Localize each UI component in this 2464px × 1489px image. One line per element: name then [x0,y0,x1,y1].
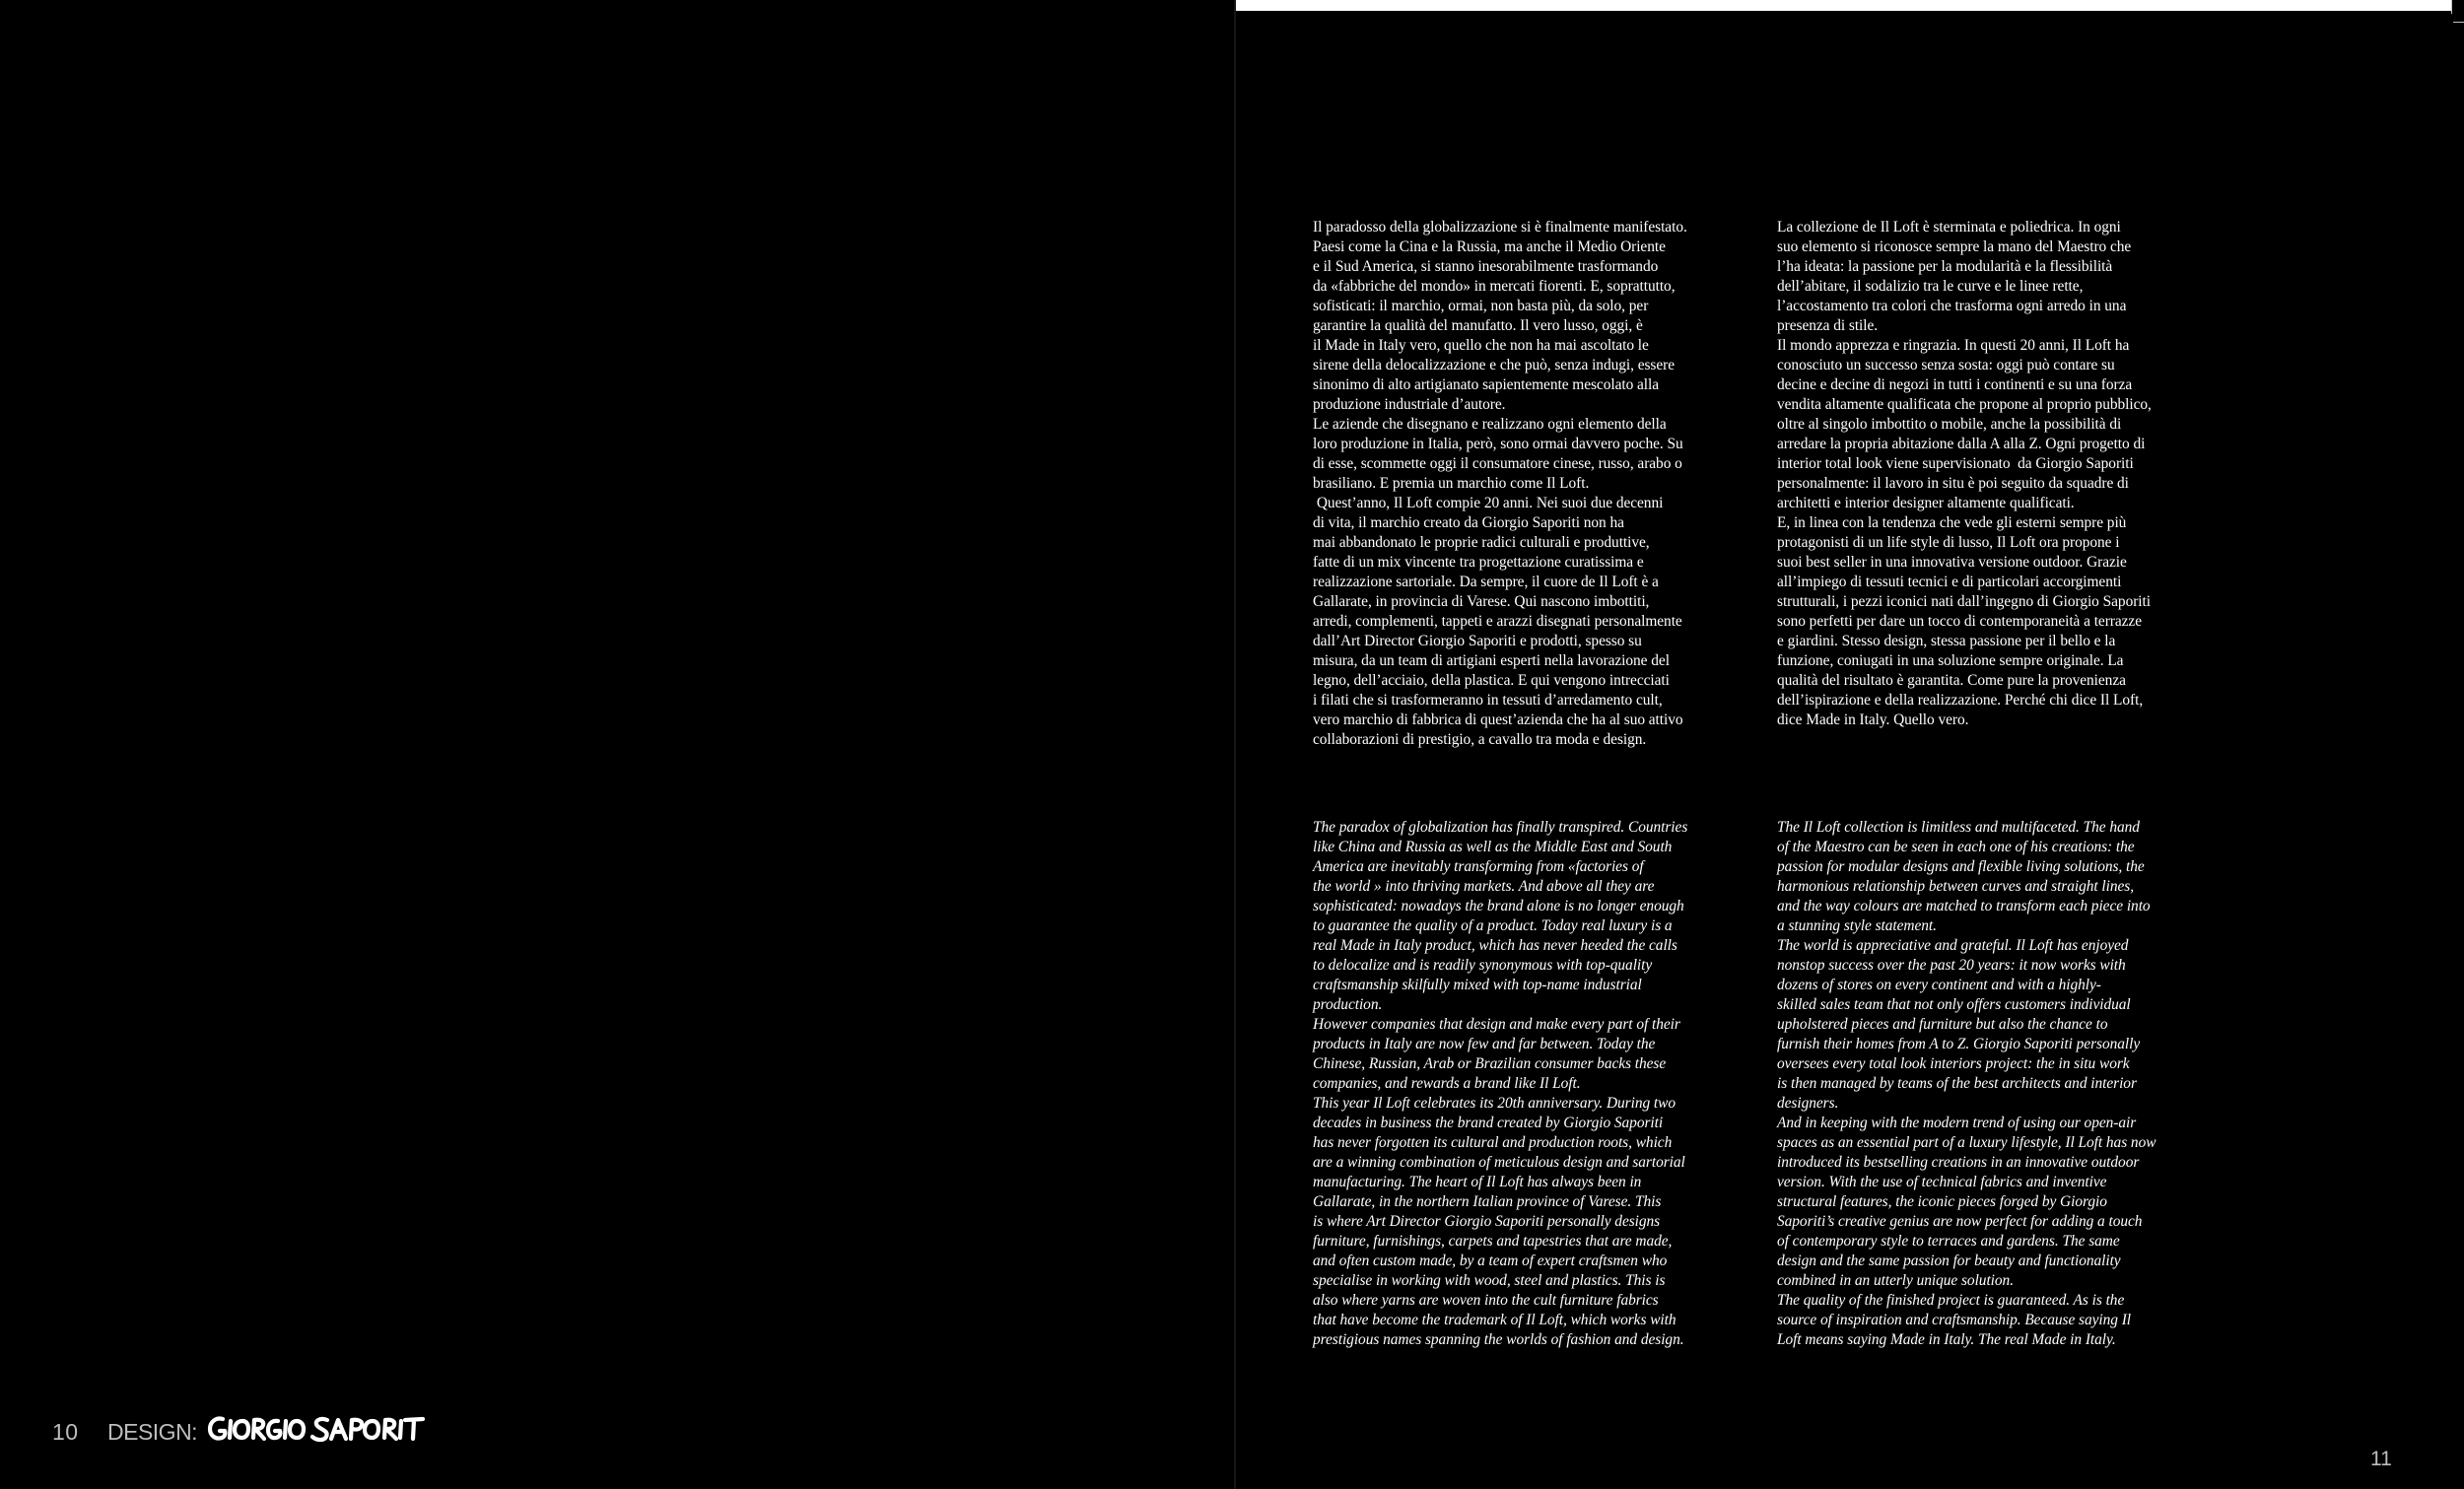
english-text-column-1: The paradox of globalization has finally transpired. Countries like China and Russia as well as the Middle East and South America are inevitably transforming from «factories of the world » into thriving markets. And above all they are sophisticated: nowadays the brand alone is no longer enough to guarantee the quality of a product. Today real luxury is a real Made in Italy product, which has never heeded the calls to delocalize and is readily synonymous with top-quality craftsmanship skilfully mixed with top-name industrial production. However companies that design and make every part of their products in Italy are now few and far between. Today the Chinese, Russian, Arab or Brazilian consumer backs these companies, and rewards a brand like Il Loft. This year Il Loft celebrates its 20th anniversary. During two decades in business the brand created by Giorgio Saporiti has never forgotten its cultural and production roots, which are a winning combination of meticulous design and sartorial manufacturing. The heart of Il Loft has always been in Gallarate, in the northern Italian province of Varese. This is where Art Director Giorgio Saporiti personally designs furniture, furnishings, carpets and tapestries that are made, and often custom made, by a team of expert craftsmen who specialise in working with wood, steel and plastics. This is also where yarns are woven into the cult furniture fabrics that have become the trademark of Il Loft, which works with prestigious names spanning the worlds of fashion and design. [1313,819,1688,1348]
giorgio-saporiti-signature-logo [207,1411,426,1449]
crop-mark-horizontal [2453,22,2464,23]
italian-text-column-1: Il paradosso della globalizzazione si è finalmente manifestato. Paesi come la Cina e la Russia, ma anche il Medio Oriente e il Sud America, si stanno inesorabilmente trasformando da «fabbriche del mondo» in mercati fiorenti. E, soprattutto, sofisticati: il marchio, ormai, non basta più, da solo, per garantire la qualità del manufatto. Il vero lusso, oggi, è il Made in Italy vero, quello che non ha mai ascoltato le sirene della delocalizzazione e che può, senza indugi, essere sinonimo di alto artigianato sapientemente mescolato alla produzione industriale d’autore. Le aziende che disegnano e realizzano ogni elemento della loro produzione in Italia, però, sono ormai davvero poche. Su di esse, scommette oggi il consumatore cinese, russo, arabo o brasiliano. E premia un marchio come Il Loft. Quest’anno, Il Loft compie 20 anni. Nei suoi due decenni di vita, il marchio creato da Giorgio Saporiti non ha mai abbandonato le proprie radici culturali e produttive, fatte di un mix vincente tra progettazione curatissima e realizzazione sartoriale. Da sempre, il cuore de Il Loft è a Gallarate, in provincia di Varese. Qui nascono imbottiti, arredi, complementi, tappeti e arazzi disegnati personalmente dall’Art Director Giorgio Saporiti e prodotti, spesso su misura, da un team di artigiani esperti nella lavorazione del legno, dell’acciaio, della plastica. E qui vengono intrecciati i filati che si trasformeranno in tessuti d’arredamento cult, vero marchio di fabbrica di quest’azienda che ha al suo attivo collaborazioni di prestigio, a cavallo tra moda e design. [1313,219,1687,748]
design-label: DESIGN: [107,1419,198,1445]
top-white-strip [1236,0,2451,11]
crop-mark-vertical [2451,0,2452,14]
page-number-right: 11 [2370,1448,2392,1470]
page-number-left: 10 [52,1419,79,1445]
english-text-column-2: The Il Loft collection is limitless and multifaceted. The hand of the Maestro can be seen in each one of his creations: the passion for modular designs and flexible living solutions, the harmonious relationship between curves and straight lines, and the way colours are matched to transform each piece into a stunning style statement. The world is appreciative and grateful. Il Loft has enjoyed nonstop success over the past 20 years: it now works with dozens of stores on every continent and with a highly- skilled sales team that not only offers customers individual upholstered pieces and furniture but also the chance to furnish their homes from A to Z. Giorgio Saporiti personally oversees every total look interiors project: the in situ work is then managed by teams of the best architects and interior designers. And in keeping with the modern trend of using our open-air spaces as an essential part of a luxury lifestyle, Il Loft has now introduced its bestselling creations in an innovative outdoor version. With the use of technical fabrics and inventive structural features, the iconic pieces forged by Giorgio Saporiti’s creative genius are now perfect for adding a touch of contemporary style to terraces and gardens. The same design and the same passion for beauty and functionality combined in an utterly unique solution. The quality of the finished project is guaranteed. As is the source of inspiration and craftsmanship. Because saying Il Loft means saying Made in Italy. The real Made in Italy. [1777,819,2156,1348]
italian-text-column-2: La collezione de Il Loft è sterminata e poliedrica. In ogni suo elemento si riconosce sempre la mano del Maestro che l’ha ideata: la passione per la modularità e la flessibilità dell’abitare, il sodalizio tra le curve e le linee rette, l’accostamento tra colori che trasforma ogni arredo in una presenza di stile. Il mondo apprezza e ringrazia. In questi 20 anni, Il Loft ha conosciuto un successo senza sosta: oggi può contare su decine e decine di negozi in tutti i continenti e su una forza vendita altamente qualificata che propone al proprio pubblico, oltre al singolo imbottito o mobile, anche la possibilità di arredare la propria abitazione dalla A alla Z. Ogni progetto di interior total look viene supervisionato da Giorgio Saporiti personalmente: il lavoro in situ è poi seguito da squadre di architetti e interior designer altamente qualificati. E, in linea con la tendenza che vede gli esterni sempre più protagonisti di un life style di lusso, Il Loft ora propone i suoi best seller in una innovativa versione outdoor. Grazie all’impiego di tessuti tecnici e di particolari accorgimenti strutturali, i pezzi iconici nati dall’ingegno di Giorgio Saporiti sono perfetti per dare un tocco di contemporaneità a terrazze e giardini. Stesso design, stessa passione per il bello e la funzione, coniugati in una soluzione sempre originale. La qualità del risultato è garantita. Come pure la provenienza dell’ispirazione e della realizzazione. Perché chi dice Il Loft, dice Made in Italy. Quello vero. [1777,219,2152,728]
